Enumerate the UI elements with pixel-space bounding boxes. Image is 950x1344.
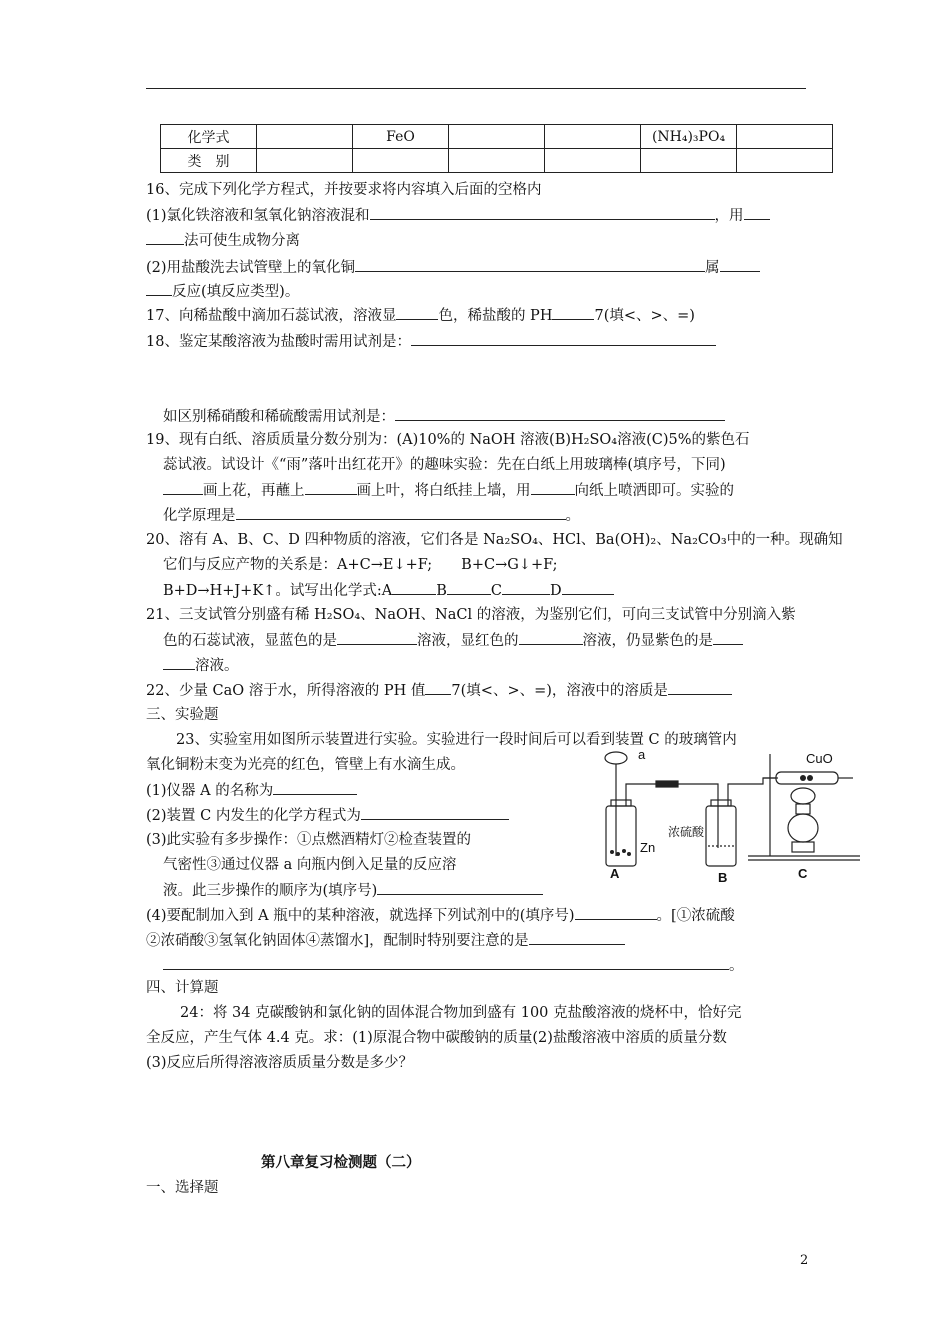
answer-blank[interactable] (502, 580, 550, 595)
label-C: C (798, 866, 808, 881)
q23-p1: (1)仪器 A 的名称为 (146, 780, 357, 801)
answer-blank[interactable] (361, 805, 509, 820)
answer-blank[interactable] (720, 257, 760, 272)
answer-blank[interactable] (392, 580, 436, 595)
q18-b: 如区别稀硝酸和稀硫酸需用试剂是： (163, 406, 725, 427)
q16-part1-cont: 法可使生成物分离 (146, 230, 300, 251)
q23-p4d: 。 (163, 955, 744, 976)
section-4-heading: 四、计算题 (146, 980, 219, 996)
answer-blank[interactable] (337, 630, 417, 645)
q22: 22、少量 CaO 溶于水，所得溶液的 PH 值 7(填<、>、=)，溶液中的溶质是 (146, 680, 732, 701)
answer-blank[interactable] (355, 257, 705, 272)
label-a: a (638, 748, 646, 762)
table-cell (545, 125, 641, 149)
table-cell (353, 149, 449, 173)
table-cell: (NH₄)₃PO₄ (641, 125, 737, 149)
answer-blank[interactable] (713, 630, 743, 645)
table-cell (257, 125, 353, 149)
table-cell (737, 149, 833, 173)
chapter-title: 第八章复习检测题（二） (261, 1154, 421, 1171)
q16-part2-cont: 反应(填反应类型)。 (146, 281, 299, 302)
answer-blank[interactable] (744, 205, 770, 220)
q19-line3: 画上花，再蘸上 画上叶，将白纸挂上墙，用 向纸上喷洒即可。实验的 (163, 480, 734, 501)
answer-blank[interactable] (562, 580, 614, 595)
section-3-heading: 三、实验题 (146, 707, 219, 723)
q21-line1: 21、三支试管分别盛有稀 H₂SO₄、NaOH、NaCl 的溶液，为鉴别它们，可向三支试管中分别滴入紫 (146, 607, 796, 623)
q19-line2: 蕊试液。试设计《“雨”落叶出红花开》的趣味实验：先在白纸上用玻璃棒(填序号，下同) (163, 457, 726, 473)
label-zn: Zn (640, 840, 656, 855)
answer-blank[interactable] (163, 955, 729, 970)
label-cuo: CuO (806, 751, 833, 766)
answer-blank[interactable] (575, 905, 657, 920)
q24-line1: 24：将 34 克碳酸钠和氯化钠的固体混合物加到盛有 100 克盐酸溶液的烧杯中，恰好完 (180, 1005, 742, 1021)
page-number: 2 (800, 1253, 809, 1268)
table-cell (449, 149, 545, 173)
table-cell (737, 125, 833, 149)
table-cell: 类 别 (161, 149, 257, 173)
answer-blank[interactable] (531, 480, 575, 495)
q16-title: 16、完成下列化学方程式，并按要求将内容填入后面的空格内 (146, 182, 542, 198)
q23-p3b: 气密性③通过仪器 a 向瓶内倒入足量的反应溶 (163, 857, 457, 873)
q24-line2: 全反应，产生气体 4.4 克。求：(1)原混合物中碳酸钠的质量(2)盐酸溶液中溶质的质量分数 (146, 1030, 727, 1046)
alcohol-lamp (788, 814, 818, 842)
table-cell (449, 125, 545, 149)
answer-blank[interactable] (370, 205, 715, 220)
q20-line3: B+D→H+J+K↑。试写出化学式:A B C D (163, 580, 614, 601)
answer-blank[interactable] (163, 655, 195, 670)
q21-line3: 溶液。 (163, 655, 239, 676)
section-1-heading: 一、选择题 (146, 1180, 219, 1196)
answer-blank[interactable] (529, 930, 625, 945)
answer-blank[interactable] (236, 505, 566, 520)
answer-blank[interactable] (395, 406, 725, 421)
q16-part2: (2)用盐酸洗去试管壁上的氧化铜 属 (146, 257, 760, 278)
answer-blank[interactable] (668, 680, 732, 695)
header-rule (146, 88, 806, 89)
answer-blank[interactable] (411, 331, 716, 346)
table-cell (257, 149, 353, 173)
label-A: A (610, 866, 620, 881)
q19-line4: 化学原理是 。 (163, 505, 580, 526)
q18: 18、鉴定某酸溶液为盐酸时需用试剂是： (146, 331, 716, 352)
answer-blank[interactable] (146, 230, 184, 245)
answer-blank[interactable] (519, 630, 583, 645)
table-cell (641, 149, 737, 173)
answer-blank[interactable] (447, 580, 491, 595)
answer-blank[interactable] (273, 780, 357, 795)
answer-blank[interactable] (146, 281, 172, 296)
q17: 17、向稀盐酸中滴加石蕊试液，溶液显 色，稀盐酸的 PH 7(填<、>、=) (146, 305, 695, 326)
q24-line3: (3)反应后所得溶液溶质质量分数是多少？ (146, 1055, 414, 1071)
q23-p2: (2)装置 C 内发生的化学方程式为 (146, 805, 509, 826)
bottle-a (606, 806, 636, 866)
bottle-b (706, 806, 736, 866)
table-row (161, 125, 833, 149)
answer-blank[interactable] (377, 880, 543, 895)
apparatus-diagram (598, 748, 863, 883)
q23-p3c: 液。此三步操作的顺序为(填序号) (163, 880, 543, 901)
q23-line1: 23、实验室用如图所示装置进行实验。实验进行一段时间后可以看到装置 C 的玻璃管内 (176, 732, 737, 748)
q21-line2: 色的石蕊试液，显蓝色的是 溶液，显红色的 溶液，仍显紫色的是 (163, 630, 743, 651)
q16-part1: (1)氯化铁溶液和氢氧化钠溶液混和 ，用 (146, 205, 770, 226)
formula-table (160, 124, 833, 173)
answer-blank[interactable] (425, 680, 451, 695)
q20-line2: 它们与反应产物的关系是：A+C→E↓+F; B+C→G↓+F; (163, 557, 558, 573)
answer-blank[interactable] (163, 480, 203, 495)
answer-blank[interactable] (396, 305, 438, 320)
q23-p4a: (4)要配制加入到 A 瓶中的某种溶液，就选择下列试剂中的(填序号) 。[①浓硫酸 (146, 905, 735, 926)
table-cell (545, 149, 641, 173)
table-cell: 化学式 (161, 125, 257, 149)
table-cell: FeO (353, 125, 449, 149)
flame-icon (791, 788, 815, 804)
funnel-icon (605, 752, 627, 764)
label-B: B (718, 870, 728, 883)
q20-line1: 20、溶有 A、B、C、D 四种物质的溶液，它们各是 Na₂SO₄、HCl、Ba(OH)₂、Na₂CO₃中的一种。现确知 (146, 532, 843, 548)
table-row (161, 149, 833, 173)
label-acid: 浓硫酸 (668, 825, 705, 839)
q23-p4c: ②浓硝酸③氢氧化钠固体④蒸馏水]，配制时特别要注意的是 (146, 930, 625, 951)
answer-blank[interactable] (552, 305, 594, 320)
q23-line2: 氧化铜粉末变为光亮的红色，管壁上有水滴生成。 (146, 757, 465, 773)
q23-p3a: (3)此实验有多步操作：①点燃酒精灯②检查装置的 (146, 832, 472, 848)
q19-line1: 19、现有白纸、溶质质量分数分别为：(A)10%的 NaOH 溶液(B)H₂SO₄溶液(C)5%的紫色石 (146, 432, 750, 448)
answer-blank[interactable] (305, 480, 357, 495)
